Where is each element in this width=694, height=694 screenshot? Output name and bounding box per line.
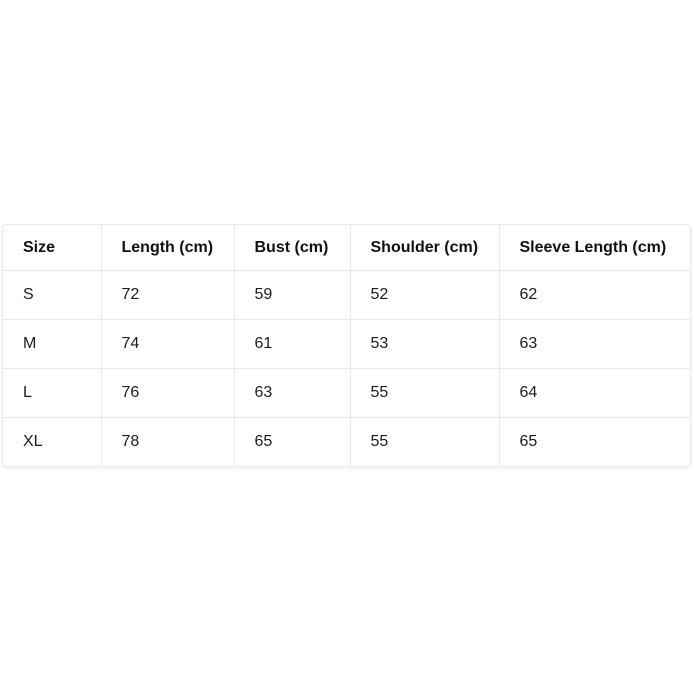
size-chart-card	[2, 224, 691, 467]
table-row-s	[3, 271, 690, 320]
cell-m-sleeve-length: 63	[499, 320, 690, 369]
cell-s-size: S	[3, 271, 101, 320]
cell-xl-size: XL	[3, 418, 101, 467]
cell-s-bust: 59	[234, 271, 350, 320]
table-row-xl	[3, 418, 690, 467]
header-cell-bust: Bust (cm)	[234, 225, 350, 271]
cell-xl-length: 78	[101, 418, 234, 467]
cell-s-shoulder: 52	[350, 271, 499, 320]
header-cell-sleeve-length: Sleeve Length (cm)	[499, 225, 690, 271]
cell-l-shoulder: 55	[350, 369, 499, 418]
cell-m-shoulder: 53	[350, 320, 499, 369]
cell-l-sleeve-length: 64	[499, 369, 690, 418]
cell-l-size: L	[3, 369, 101, 418]
header-cell-length: Length (cm)	[101, 225, 234, 271]
cell-xl-sleeve-length: 65	[519, 433, 538, 450]
table-row-m	[3, 320, 690, 369]
cell-s-length: 72	[101, 271, 234, 320]
header-row	[3, 225, 690, 271]
size-chart-table	[3, 225, 690, 466]
header-cell-shoulder: Shoulder (cm)	[350, 225, 499, 271]
table-row-l	[3, 369, 690, 418]
cell-m-bust: 61	[234, 320, 350, 369]
cell-l-length: 76	[101, 369, 234, 418]
cell-xl-shoulder: 55	[350, 418, 499, 467]
cell-l-bust: 63	[234, 369, 350, 418]
cell-xl-bust: 65	[234, 418, 350, 467]
cell-s-sleeve-length: 62	[499, 271, 690, 320]
cell-m-length: 74	[101, 320, 234, 369]
header-cell-size: Size	[3, 225, 101, 271]
cell-m-size: M	[3, 320, 101, 369]
